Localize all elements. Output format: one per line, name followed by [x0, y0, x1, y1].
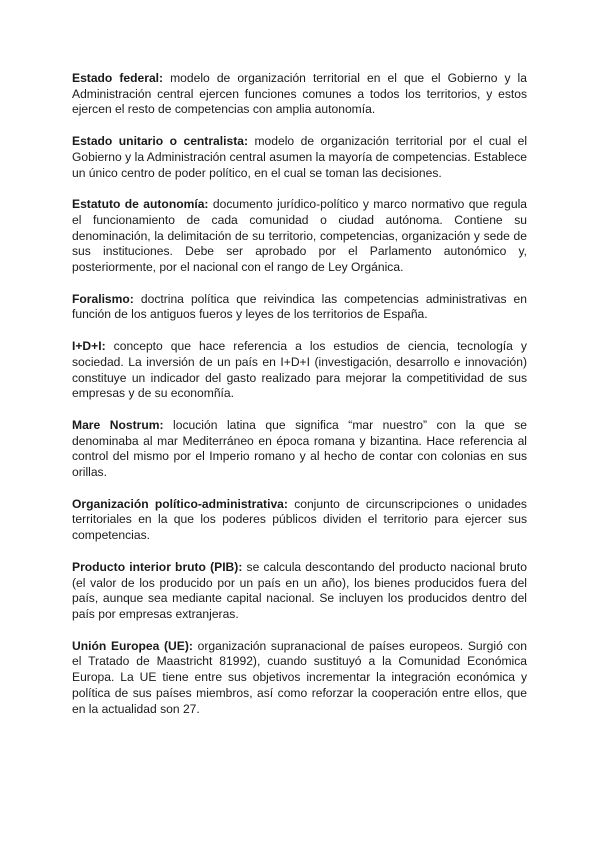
glossary-entry-pib: [72, 560, 527, 623]
glossary-term: Foralismo:: [72, 291, 134, 306]
glossary-page: [72, 71, 527, 733]
glossary-entry-estado-federal: [72, 71, 527, 118]
glossary-definition: locución latina que significa “mar nuestro” con la que se denominaba al mar Mediterráneo en época romana y bizantina. Hace referencia al control del mismo por el Imperio romano y al hecho de contar con colonias en sus orillas.: [72, 417, 527, 480]
glossary-entry-estatuto-autonomia: [72, 197, 527, 276]
glossary-entry-union-europea: [72, 639, 527, 718]
glossary-entry-organizacion: [72, 497, 527, 544]
glossary-entry-idi: [72, 339, 527, 402]
glossary-definition: documento jurídico-político y marco normativo que regula el funcionamiento de cada comunidad o ciudad autónoma. Contiene su denominación, la delimitación de su territorio, competencias, organización y sede de sus instituciones. Debe ser aprobado por el Parlamento autonómico y, posteriormente, por el nacional con el rango de Ley Orgánica.: [72, 197, 527, 275]
glossary-definition: se calcula descontando del producto nacional bruto (el valor de los producido por un país en un año), los bienes producidos fuera del país, aunque sea mediante capital nacional. Se incluyen los producidos dentro del país por empresas extranjeras.: [72, 559, 527, 621]
glossary-definition: modelo de organización territorial por el cual el Gobierno y la Administración central asumen la mayoría de competencias. Establece un único centro de poder político, en el cual se toman las decisiones.: [72, 134, 528, 180]
glossary-definition: conjunto de circunscripciones o unidades territoriales en la que los poderes públicos dividen el territorio para ejercer sus competencias.: [72, 496, 527, 543]
glossary-term: Estado unitario o centralista:: [72, 134, 248, 149]
glossary-definition: concepto que hace referencia a los estudios de ciencia, tecnología y sociedad. La inversión de un país en I+D+I (investigación, desarrollo e innovación) constituye un indicador del gasto realizado para mejorar la competitividad de sus empresas y de su economñía.: [72, 339, 527, 401]
glossary-entry-foralismo: [72, 292, 527, 323]
glossary-term: Unión Europea (UE):: [72, 638, 193, 653]
glossary-definition: doctrina política que reivindica las competencias administrativas en función de los antiguos fueros y leyes de los territorios de España.: [72, 291, 527, 322]
glossary-term: Organización político-administrativa:: [72, 496, 288, 511]
glossary-entry-estado-unitario: [72, 134, 527, 181]
glossary-term: Producto interior bruto (PIB):: [72, 559, 243, 574]
glossary-definition: modelo de organización territorial en el que el Gobierno y la Administración central ejercen funciones comunes a todos los territorios, y estos ejercen el resto de competencias con amplia autonomía.: [72, 71, 527, 117]
glossary-definition: organización supranacional de países europeos. Surgió con el Tratado de Maastricht 81992), cuando sustituyó a la Comunidad Económica Europa. La UE tiene entre sus objetivos incrementar la integración económica y política de sus países miembros, así como reforzar la cooperación entre ellos, que en la actualidad son 27.: [72, 638, 527, 716]
glossary-term: Estatuto de autonomía:: [72, 197, 209, 212]
glossary-term: Estado federal:: [72, 71, 164, 85]
glossary-entry-mare-nostrum: [72, 418, 527, 481]
glossary-term: I+D+I:: [72, 339, 106, 354]
glossary-term: Mare Nostrum:: [72, 417, 164, 432]
